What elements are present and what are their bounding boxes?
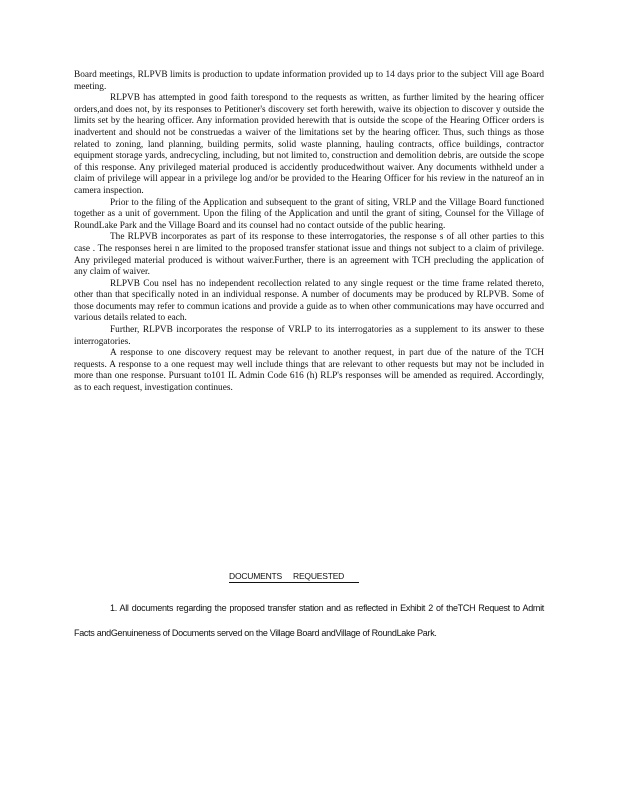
heading-word-documents: DOCUMENTS — [229, 571, 282, 581]
paragraph-prior-filing: Prior to the filing of the Application and subsequent to the grant of siting, VRLP and the Village Board functioned together as a unit of government. Upon the filing of the Application and until the grant of siting, Counsel for the Village of RoundLake Park and the Village Board and its counsel had no contact outside of the public hearing. — [74, 197, 544, 231]
heading-word-requested: REQUESTED — [293, 571, 345, 581]
paragraph-vrlp-supplement: Further, RLPVB incorporates the response of VRLP to its interrogatories as a supplement to its answer to these interrogatories. — [74, 325, 544, 347]
section-heading-documents-requested — [229, 571, 359, 583]
paragraph-good-faith: RLPVB has attempted in good faith torespond to the requests as written, as further limited by the hearing officer orders,and does not, by its responses to Petitioner's discovery set forth herewith, waive its objection to discover y outside the limits set by the hearing officer. Any information provided herewith that is outside the scope of the Hearing Officer orders is inadvertent and should not be construedas a waiver of the limitations set by the hearing officer. Thus, such things as those related to zoning, land planning, building permits, solid waste planning, hauling contracts, office buildings, contractor equipment storage yards, andrecycling, including, but not limited to, construction and demolition debris, are outside the scope of this response. Any privileged material produced is accidently producedwithout waiver. Any documents withheld under a claim of privilege will appear in a privilege log and/or be provided to the Hearing Officer for his review in the natureof an in camera inspection. — [74, 93, 544, 196]
paragraph-response-relevance: A response to one discovery request may be relevant to another request, in part due of the nature of the TCH requests. A response to a one request may well include things that are relevant to other requests but may not be included in more than one response. Pursuant to101 IL Admin Code 616 (h) RLP's responses will be amended as required. Accordingly, as to each request, investigation continues. — [74, 348, 544, 394]
request-item-1: 1. All documents regarding the proposed transfer station and as reflected in Exhibit 2 of theTCH Request to Admit Facts andGenuineness of Documents served on the Village Board andVillage of RoundLake Park. — [74, 603, 544, 638]
paragraph-board-meetings: Board meetings, RLPVB limits is production to update information provided up to 14 days prior to the subject Vill age Board meeting. — [74, 70, 544, 92]
document-body — [74, 70, 544, 395]
paragraph-incorporates: The RLPVB incorporates as part of its response to these interrogatories, the response s of all other parties to this case . The responses herei n are limited to the proposed transfer stationat issue and things not subject to a claim of privilege. Any privileged material produced is without waiver.Further, there is an agreement with TCH precluding the application of any claim of waiver. — [74, 232, 544, 278]
paragraph-counsel-recollection: RLPVB Cou nsel has no independent recollection related to any single request or the time frame related thereto, other than that specifically noted in an individual response. A number of documents may be produced by RLPVB. Some of those documents may refer to commun ications and provide a guide as to when other communications may have occurred and various details related to each. — [74, 278, 544, 324]
